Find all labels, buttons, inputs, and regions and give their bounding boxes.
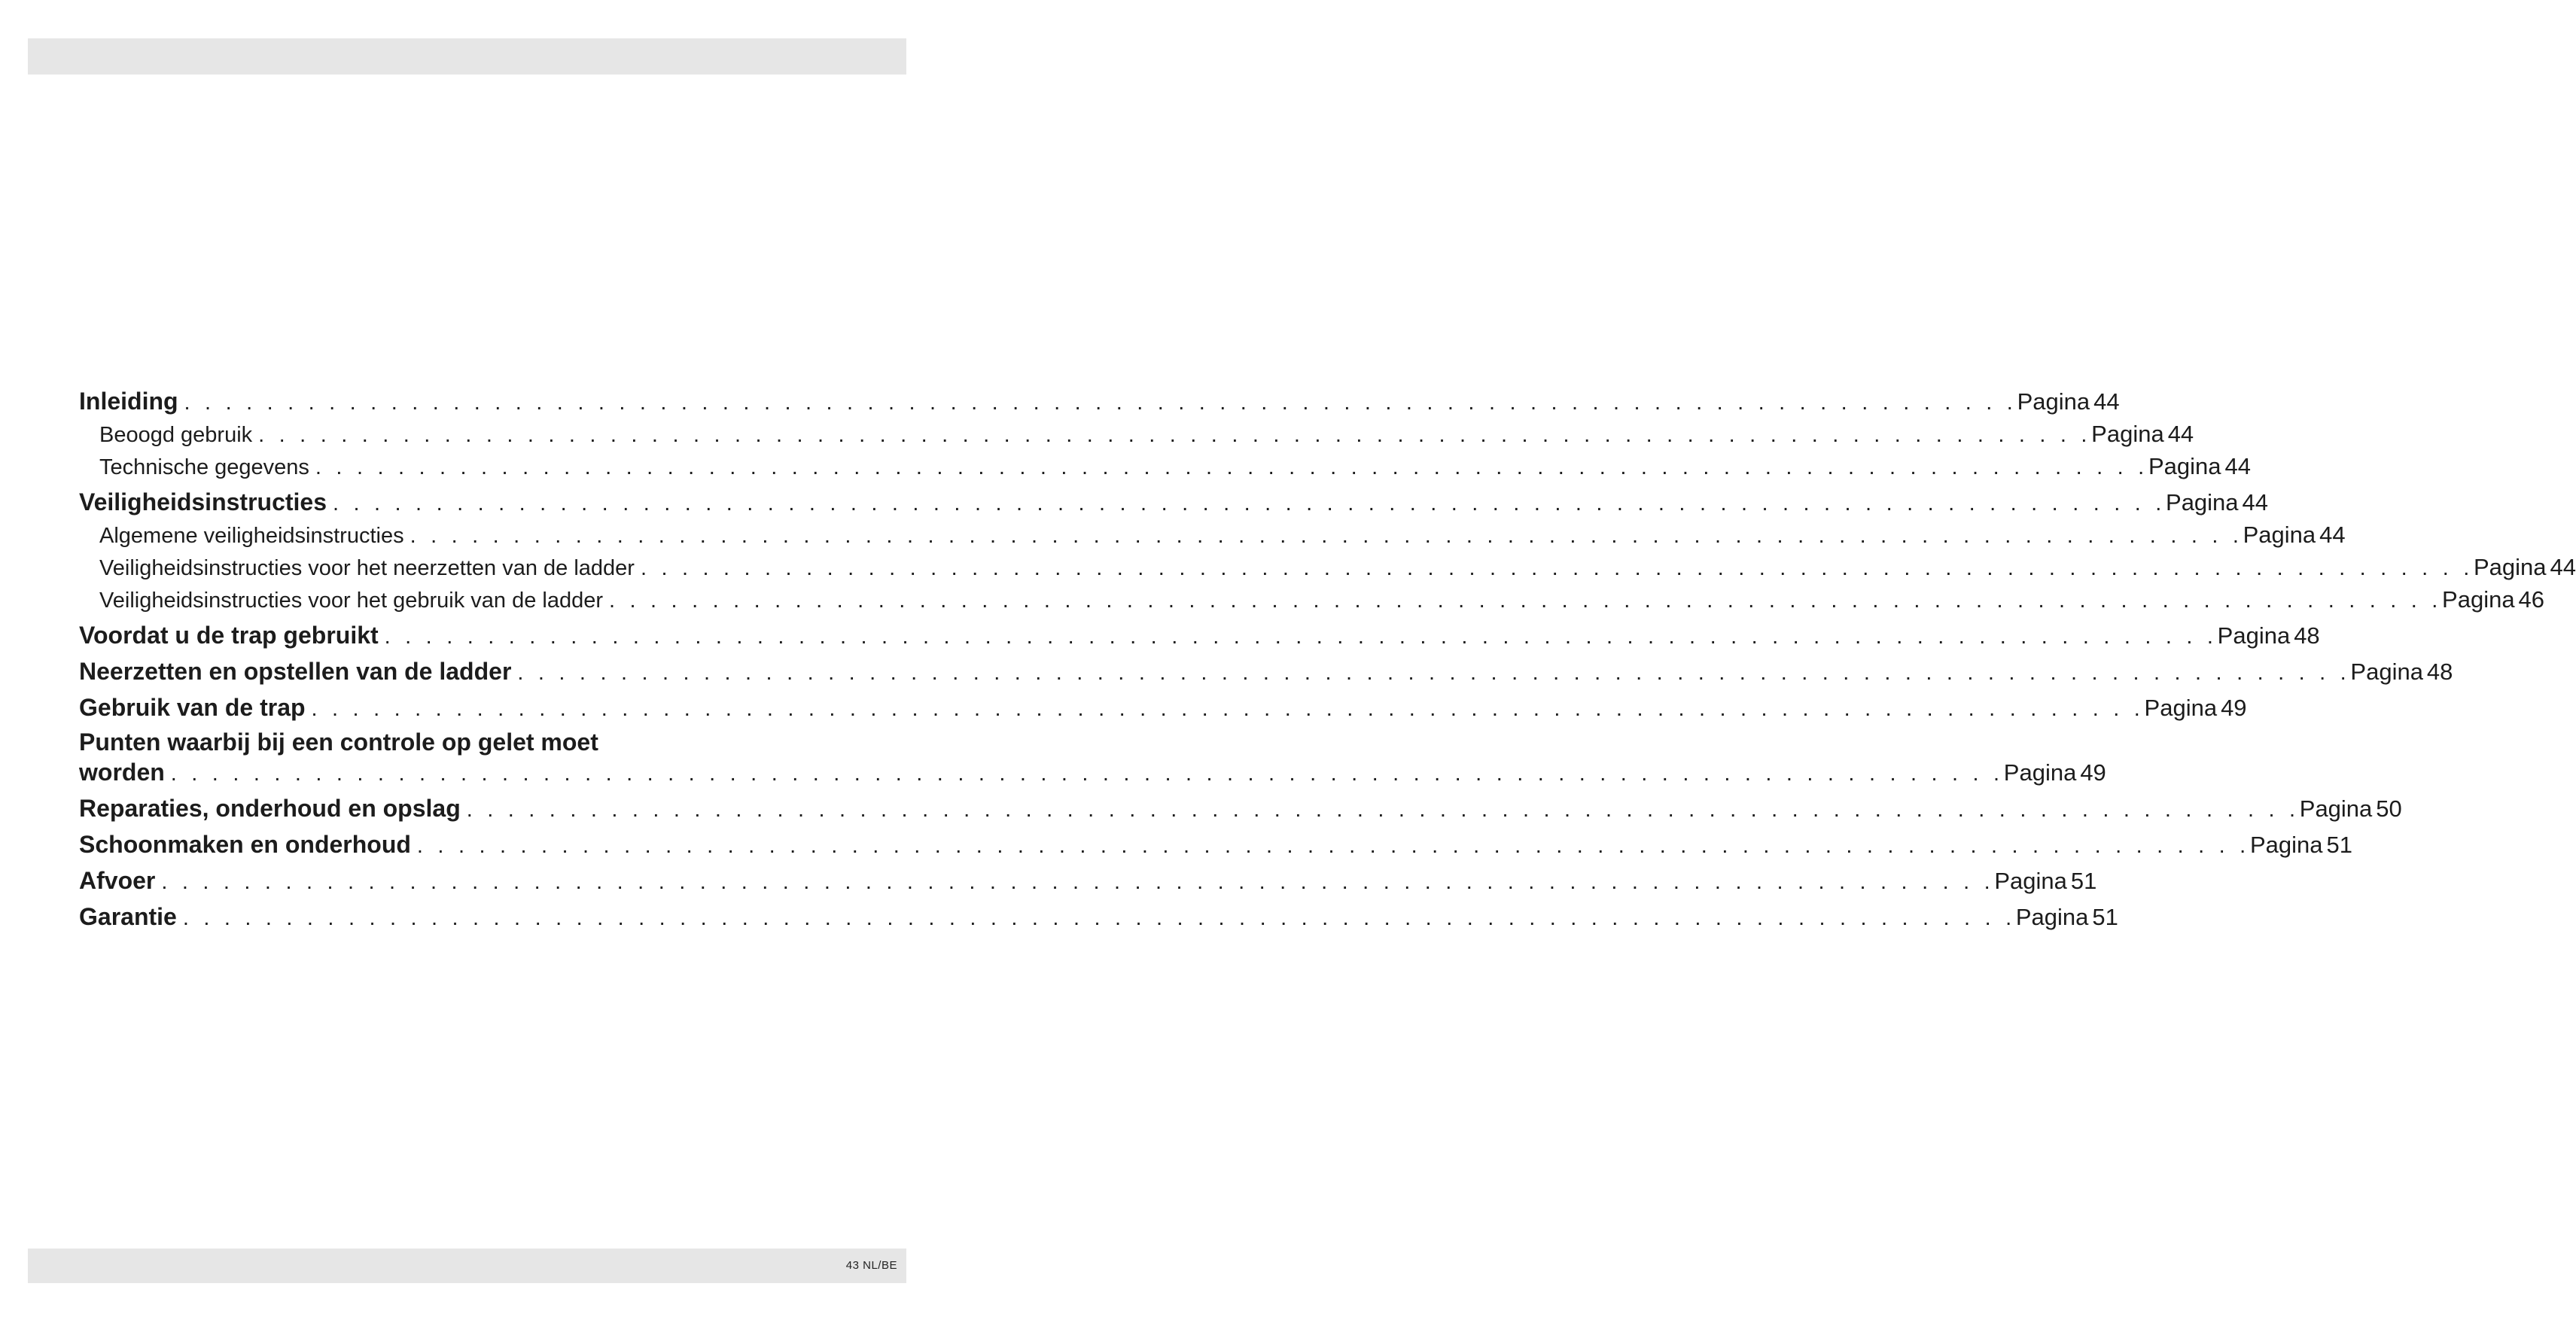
page-number: 44 bbox=[2224, 453, 2251, 479]
toc-entry[interactable] bbox=[79, 619, 2320, 652]
page-number: 48 bbox=[2426, 658, 2453, 685]
page-word: Pagina bbox=[2166, 489, 2239, 516]
page-word: Pagina bbox=[2148, 453, 2221, 479]
toc-entry-title: Inleiding bbox=[79, 388, 178, 415]
toc-entry-title-line1: Punten waarbij bij een controle op gelet moet bbox=[79, 728, 598, 756]
toc-leader: . . . . . . . . . . . . . . . . . . . . . . . . . . . . . . . . . . . . . . . . . . . . . . . . . . . . . . . . . . . . . . . . . . . . . . . . . . . . . . . . . . . . . . . . . bbox=[161, 870, 1995, 894]
page-number: 44 bbox=[2319, 522, 2346, 548]
page-word: Pagina bbox=[2473, 554, 2547, 580]
toc-entry[interactable] bbox=[79, 486, 2269, 519]
toc-page-ref bbox=[2350, 655, 2453, 688]
toc-leader: . . . . . . . . . . . . . . . . . . . . . . . . . . . . . . . . . . . . . . . . . . . . . . . . . . . . . . . . . . . . . . . . . . . . . . . . . . . . . . . . . . . . . . . . . bbox=[517, 661, 2351, 685]
toc-entry-title: Technische gegevens bbox=[99, 455, 309, 479]
toc-leader: . . . . . . . . . . . . . . . . . . . . . . . . . . . . . . . . . . . . . . . . . . . . . . . . . . . . . . . . . . . . . . . . . . . . . . . . . . . . . . . . . . . . . . . . . bbox=[466, 798, 2300, 822]
toc-subentry[interactable] bbox=[79, 519, 2346, 551]
page-word: Pagina bbox=[2243, 522, 2316, 548]
toc-leader: . . . . . . . . . . . . . . . . . . . . . . . . . . . . . . . . . . . . . . . . . . . . . . . . . . . . . . . . . . . . . . . . . . . . . . . . . . . . . . . . . . . . . . . . . bbox=[184, 391, 2017, 415]
toc-page-ref bbox=[2474, 551, 2576, 583]
page-word: Pagina bbox=[2144, 695, 2218, 721]
toc-page-ref bbox=[1994, 865, 2096, 897]
page-word: Pagina bbox=[2299, 795, 2373, 822]
toc-entry-title: Beoogd gebruik bbox=[99, 423, 253, 447]
toc-leader: . . . . . . . . . . . . . . . . . . . . . . . . . . . . . . . . . . . . . . . . . . . . . . . . . . . . . . . . . . . . . . . . . . . . . . . . . . . . . . . . . . . . . . . . . bbox=[182, 906, 2016, 930]
toc-entry-title: Reparaties, onderhoud en opslag bbox=[79, 795, 461, 822]
toc-page-ref bbox=[2091, 418, 2194, 450]
table-of-contents bbox=[79, 385, 2576, 933]
toc-leader: . . . . . . . . . . . . . . . . . . . . . . . . . . . . . . . . . . . . . . . . . . . . . . . . . . . . . . . . . . . . . . . . . . . . . . . . . . . . . . . . . . . . . . . . . bbox=[416, 834, 2250, 858]
toc-leader: . . . . . . . . . . . . . . . . . . . . . . . . . . . . . . . . . . . . . . . . . . . . . . . . . . . . . . . . . . . . . . . . . . . . . . . . . . . . . . . . . . . . . . . . . bbox=[609, 589, 2443, 613]
page-number: 44 bbox=[2242, 489, 2269, 516]
toc-page-ref bbox=[2218, 619, 2320, 652]
toc-entry[interactable] bbox=[79, 865, 2097, 897]
toc-entry[interactable] bbox=[79, 385, 2120, 418]
toc-entry-title: Gebruik van de trap bbox=[79, 694, 306, 721]
toc-entry-title: Voordat u de trap gebruikt bbox=[79, 622, 379, 649]
toc-leader: . . . . . . . . . . . . . . . . . . . . . . . . . . . . . . . . . . . . . . . . . . . . . . . . . . . . . . . . . . . . . . . . . . . . . . . . . . . . . . . . . . . . . . . . . bbox=[384, 625, 2218, 649]
page-number: 49 bbox=[2221, 695, 2247, 721]
toc-entry[interactable] bbox=[79, 692, 2247, 724]
toc-leader: . . . . . . . . . . . . . . . . . . . . . . . . . . . . . . . . . . . . . . . . . . . . . . . . . . . . . . . . . . . . . . . . . . . . . . . . . . . . . . . . . . . . . . . . . bbox=[333, 491, 2166, 516]
toc-entry-title: Schoonmaken en onderhoud bbox=[79, 831, 411, 858]
toc-subentry[interactable] bbox=[79, 418, 2194, 450]
page-word: Pagina bbox=[2017, 388, 2090, 415]
toc-entry-title: Veiligheidsinstructies bbox=[79, 488, 327, 516]
toc-entry[interactable] bbox=[79, 901, 2118, 933]
toc-page-ref bbox=[2250, 829, 2352, 861]
toc-entry[interactable] bbox=[79, 792, 2402, 825]
page-number: 49 bbox=[2080, 759, 2106, 786]
page-number: 50 bbox=[2376, 795, 2402, 822]
toc-entry-title: Neerzetten en opstellen van de ladder bbox=[79, 658, 512, 685]
toc-page-ref bbox=[2004, 756, 2106, 789]
toc-page-ref bbox=[2166, 486, 2268, 519]
page-word: Pagina bbox=[2003, 759, 2077, 786]
page-number-label: 43 NL/BE bbox=[845, 1259, 897, 1272]
toc-leader: . . . . . . . . . . . . . . . . . . . . . . . . . . . . . . . . . . . . . . . . . . . . . . . . . . . . . . . . . . . . . . . . . . . . . . . . . . . . . . . . . . . . . . . . . bbox=[640, 556, 2474, 580]
page-word: Pagina bbox=[2015, 904, 2089, 930]
toc-entry-title: Afvoer bbox=[79, 867, 156, 894]
toc-entry-title: Garantie bbox=[79, 903, 177, 930]
page-number: 48 bbox=[2294, 622, 2320, 649]
toc-leader: . . . . . . . . . . . . . . . . . . . . . . . . . . . . . . . . . . . . . . . . . . . . . . . . . . . . . . . . . . . . . . . . . . . . . . . . . . . . . . . . . . . . . . . . . bbox=[311, 697, 2145, 721]
toc-page-ref bbox=[2017, 385, 2120, 418]
page-number: 44 bbox=[2093, 388, 2120, 415]
toc-page-ref bbox=[2145, 692, 2247, 724]
page-word: Pagina bbox=[2350, 658, 2423, 685]
toc-page-ref bbox=[2148, 450, 2251, 482]
toc-leader: . . . . . . . . . . . . . . . . . . . . . . . . . . . . . . . . . . . . . . . . . . . . . . . . . . . . . . . . . . . . . . . . . . . . . . . . . . . . . . . . . . . . . . . . . bbox=[258, 423, 2092, 447]
toc-page-ref bbox=[2243, 519, 2346, 551]
toc-subentry[interactable] bbox=[79, 450, 2251, 482]
toc-leader: . . . . . . . . . . . . . . . . . . . . . . . . . . . . . . . . . . . . . . . . . . . . . . . . . . . . . . . . . . . . . . . . . . . . . . . . . . . . . . . . . . . . . . . . . bbox=[410, 524, 2243, 548]
toc-leader: . . . . . . . . . . . . . . . . . . . . . . . . . . . . . . . . . . . . . . . . . . . . . . . . . . . . . . . . . . . . . . . . . . . . . . . . . . . . . . . . . . . . . . . . . bbox=[170, 762, 2004, 786]
page-word: Pagina bbox=[2091, 421, 2164, 447]
toc-entry-title: Veiligheidsinstructies voor het neerzetten van de ladder bbox=[99, 556, 635, 580]
toc-entry[interactable] bbox=[79, 655, 2453, 688]
toc-page-ref bbox=[2442, 583, 2544, 616]
page-number: 51 bbox=[2092, 904, 2118, 930]
footer-band bbox=[28, 1249, 906, 1283]
page-number: 44 bbox=[2550, 554, 2576, 580]
toc-entry-title-line2: worden bbox=[79, 759, 165, 786]
toc-leader: . . . . . . . . . . . . . . . . . . . . . . . . . . . . . . . . . . . . . . . . . . . . . . . . . . . . . . . . . . . . . . . . . . . . . . . . . . . . . . . . . . . . . . . . . bbox=[315, 455, 2148, 479]
page-number: 51 bbox=[2070, 868, 2097, 894]
page-number: 44 bbox=[2167, 421, 2194, 447]
page-word: Pagina bbox=[2249, 832, 2323, 858]
header-band bbox=[28, 38, 906, 75]
toc-entry-title: Veiligheidsinstructies voor het gebruik van de ladder bbox=[99, 589, 604, 613]
toc-subentry[interactable] bbox=[79, 583, 2545, 616]
toc-entry-title: Algemene veiligheidsinstructies bbox=[99, 524, 404, 548]
toc-page-ref bbox=[2016, 901, 2118, 933]
toc-page-ref bbox=[2300, 792, 2402, 825]
toc-entry-wrapped[interactable] bbox=[79, 728, 2106, 789]
page-word: Pagina bbox=[2442, 586, 2515, 613]
toc-entry[interactable] bbox=[79, 829, 2352, 861]
page-number: 51 bbox=[2326, 832, 2352, 858]
toc-subentry[interactable] bbox=[79, 551, 2576, 583]
page-number: 46 bbox=[2518, 586, 2545, 613]
page-word: Pagina bbox=[2217, 622, 2291, 649]
page-word: Pagina bbox=[1994, 868, 2067, 894]
